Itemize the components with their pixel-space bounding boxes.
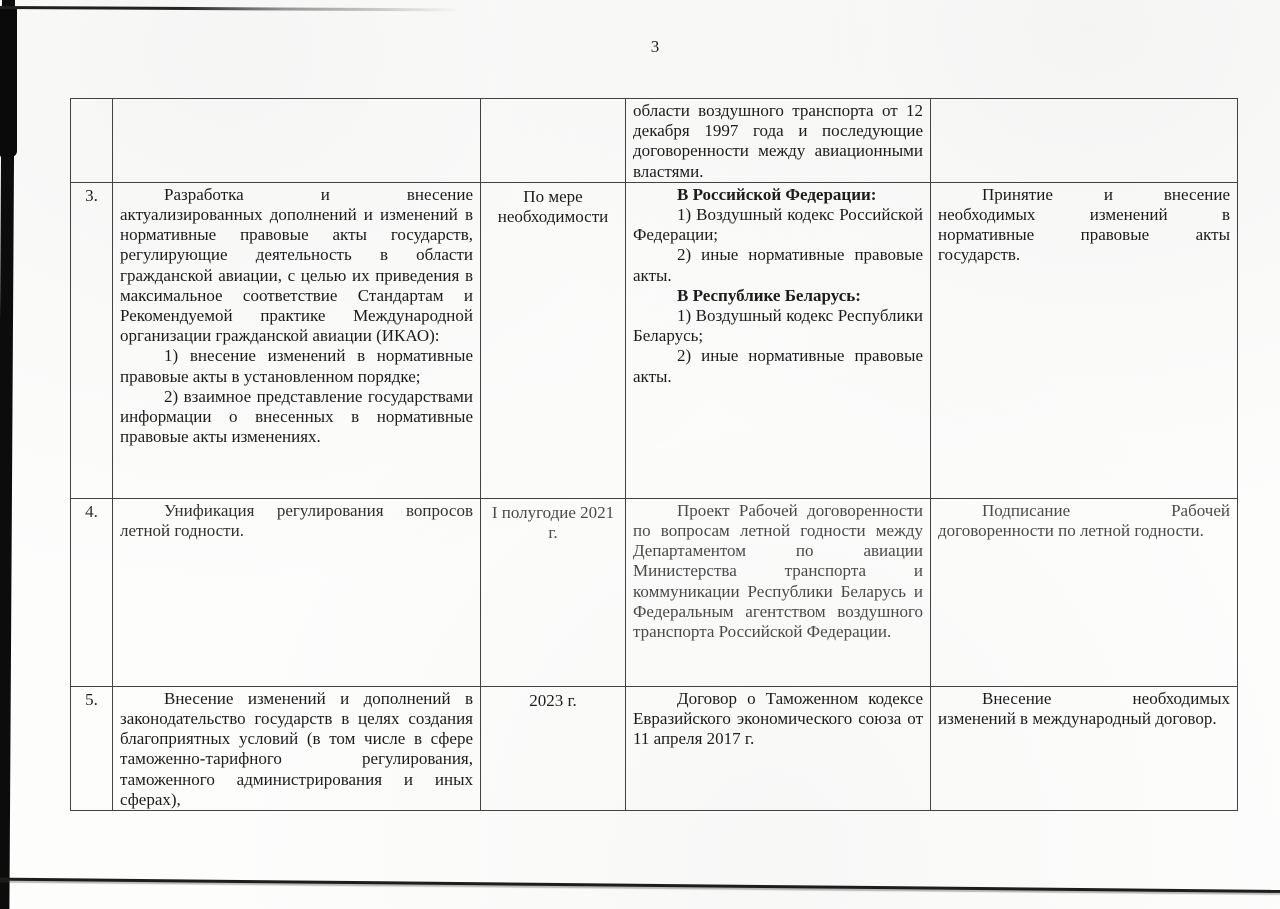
paragraph: 2023 г. [529, 690, 577, 710]
page-number: 3 [650, 37, 660, 56]
cell-term [481, 686, 626, 810]
paragraph: Подписание Рабочей договоренности по летной годности. [938, 500, 1230, 541]
paragraph: В Российской Федерации: [677, 184, 877, 204]
cell-num [71, 99, 113, 183]
paragraph: 3. [85, 185, 98, 205]
cell-documents [626, 99, 931, 183]
scan-artifact-left-strip-top [0, 9, 17, 157]
paragraph: Внесение необходимых изменений в международный договор. [938, 688, 1230, 729]
row-4 [71, 498, 1238, 686]
paragraph: 1) Воздушный кодекс Российской Федерации; [633, 205, 923, 245]
cell-num [71, 686, 113, 810]
row-2-continuation [71, 99, 1238, 183]
paragraph: Договор о Таможенном кодексе Евразийского экономического союза от 11 апреля 2017 г. [633, 688, 923, 749]
cell-documents [626, 686, 931, 810]
paragraph: 1) внесение изменений в нормативные правовые акты в установленном порядке; [120, 346, 473, 386]
paragraph: Внесение изменений и дополнений в законодательство государств в целях создания благоприятных условий (в том числе в сфере таможенно-тарифного регулирования, таможенного администрирования и иных сферах), [120, 688, 473, 809]
row-3 [71, 182, 1238, 498]
cell-documents [626, 498, 931, 686]
paragraph: Принятие и внесение необходимых изменений в нормативные правовые акты государств. [938, 184, 1230, 265]
paragraph: 5. [85, 689, 98, 709]
cell-result [931, 498, 1238, 686]
paragraph: I полугодие 2021 г. [491, 502, 615, 543]
scan-artifact-top-line [0, 6, 460, 11]
paragraph: области воздушного транспорта от 12 декабря 1997 года и последующие договоренности между авиационными властями. [633, 101, 923, 181]
cell-measure [113, 686, 481, 810]
cell-num [71, 498, 113, 686]
cell-term [481, 498, 626, 686]
cell-term [481, 182, 626, 498]
paragraph: Унификация регулирования вопросов летной годности. [120, 500, 473, 541]
paragraph: В Республике Беларусь: [677, 285, 861, 305]
cell-measure [113, 182, 481, 498]
cell-measure [113, 99, 481, 183]
paragraph: 4. [85, 501, 98, 521]
cell-term [481, 99, 626, 183]
paragraph: 2) иные нормативные правовые акты. [633, 245, 923, 285]
paragraph: Разработка и внесение актуализированных дополнений и изменений в нормативные правовые акты государств, регулирующие деятельность в области гражданской авиации, с целью их приведения в максимальное соответствие Стандартам и Рекомендуемой практике Международной организации гражданской авиации (ИКАО): [120, 184, 473, 346]
paragraph: 2) взаимное представление государствами информации о внесенных в нормативные правовые акты изменениях. [120, 386, 473, 447]
cell-documents [626, 182, 931, 498]
cell-result [931, 182, 1238, 498]
plan-table [70, 98, 1238, 811]
cell-result [931, 99, 1238, 183]
paragraph: По мере необходимости [497, 186, 609, 227]
paragraph: 2) иные нормативные правовые акты. [633, 346, 923, 386]
cell-result [931, 686, 1238, 810]
paragraph: Проект Рабочей договоренности по вопросам летной годности между Департаментом по авиации Министерства транспорта и коммуникации Республики Беларусь и Федеральным агентством воздушного транспорта Российской Федерации. [633, 500, 923, 642]
cell-num [71, 182, 113, 498]
row-5 [71, 686, 1238, 810]
paragraph: 1) Воздушный кодекс Республики Беларусь; [633, 306, 923, 346]
scan-artifact-bottom-line [0, 878, 1280, 893]
cell-measure [113, 498, 481, 686]
